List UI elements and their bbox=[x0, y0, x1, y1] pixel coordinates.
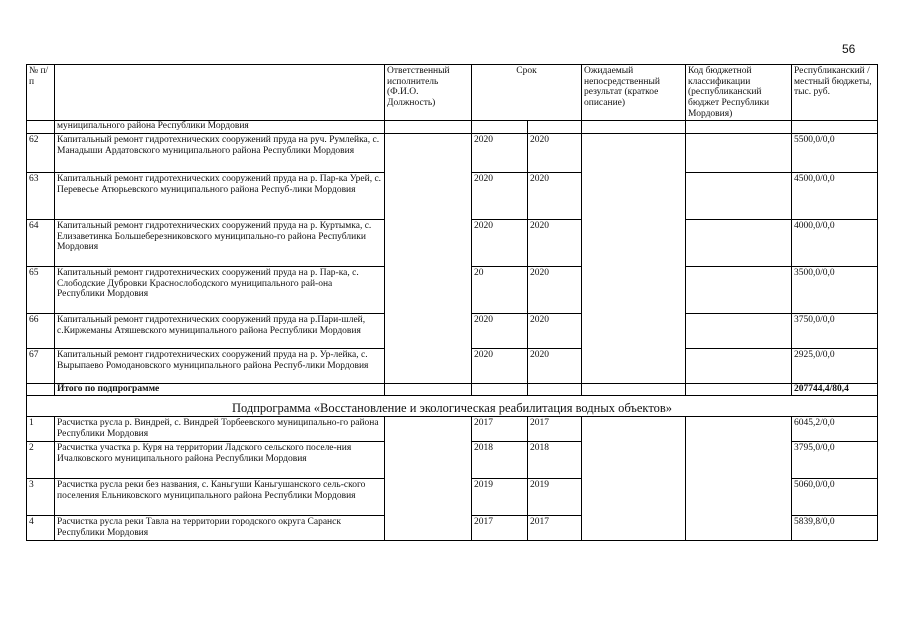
row-end: 2020 bbox=[528, 220, 582, 267]
total-amount: 207744,4/80,4 bbox=[792, 384, 878, 396]
continuation-name: муниципального района Республики Мордовия bbox=[55, 121, 385, 134]
row-amount: 5060,0/0,0 bbox=[792, 479, 878, 516]
row-start: 20 bbox=[472, 267, 528, 314]
row-start: 2020 bbox=[472, 173, 528, 220]
row-end: 2020 bbox=[528, 267, 582, 314]
row-amount: 2925,0/0,0 bbox=[792, 349, 878, 384]
subprogram-row bbox=[27, 396, 878, 417]
row-budget-code bbox=[686, 173, 792, 220]
budget-table bbox=[26, 64, 878, 541]
header-budgets: Республиканский /местный бюджеты, тыс. руб. bbox=[792, 65, 878, 121]
row-amount: 3750,0/0,0 bbox=[792, 314, 878, 349]
row-budget-code bbox=[686, 417, 792, 541]
row-start: 2018 bbox=[472, 442, 528, 479]
row-name: Расчистка русла реки Тавла на территории городского округа Саранск Республики Мордовия bbox=[55, 516, 385, 541]
row-end: 2017 bbox=[528, 417, 582, 442]
header-row bbox=[27, 65, 878, 121]
row-name: Расчистка русла реки без названия, с. Каньгуши Каньгушанского сель-ского поселения Ельниковского муниципального района Республики Мордовия bbox=[55, 479, 385, 516]
header-executor: Ответственный исполнитель (Ф.И.О. Должность) bbox=[385, 65, 472, 121]
row-amount: 6045,2/0,0 bbox=[792, 417, 878, 442]
total-label: Итого по подпрограмме bbox=[55, 384, 385, 396]
row-amount: 3795,0/0,0 bbox=[792, 442, 878, 479]
row-name: Капитальный ремонт гидротехнических сооружений пруда на р. Пар-ка, с. Слободские Дубровки Краснослободского муниципального рай-она Республики Мордовия bbox=[55, 267, 385, 314]
row-budget-code bbox=[686, 314, 792, 349]
row-amount: 5500,0/0,0 bbox=[792, 134, 878, 173]
row-start: 2020 bbox=[472, 349, 528, 384]
row-no: 65 bbox=[27, 267, 55, 314]
row-name: Расчистка русла р. Виндрей, с. Виндрей Торбеевского муниципально-го района Республики Мордовия bbox=[55, 417, 385, 442]
row-start: 2017 bbox=[472, 516, 528, 541]
row-result bbox=[582, 134, 686, 384]
row-budget-code bbox=[686, 267, 792, 314]
row-end: 2018 bbox=[528, 442, 582, 479]
row-result bbox=[582, 417, 686, 541]
header-term: Срок bbox=[472, 65, 582, 121]
header-name bbox=[55, 65, 385, 121]
row-no: 1 bbox=[27, 417, 55, 442]
table-row bbox=[27, 417, 878, 442]
row-name: Капитальный ремонт гидротехнических сооружений пруда на р. Пар-ка Урей, с. Перевесье Атюрьевского муниципального района Респуб-лики Мордовия bbox=[55, 173, 385, 220]
row-end: 2020 bbox=[528, 314, 582, 349]
row-amount: 4000,0/0,0 bbox=[792, 220, 878, 267]
header-result: Ожидаемый непосредственный результат (краткое описание) bbox=[582, 65, 686, 121]
row-start: 2019 bbox=[472, 479, 528, 516]
row-name: Капитальный ремонт гидротехнических сооружений пруда на р. Ур-лейка, с. Вырыпаево Ромодановского муниципального района Респуб-лики Мордовия bbox=[55, 349, 385, 384]
row-start: 2020 bbox=[472, 220, 528, 267]
row-no: 66 bbox=[27, 314, 55, 349]
continuation-row bbox=[27, 121, 878, 134]
page-number: 56 bbox=[842, 42, 856, 56]
total-row bbox=[27, 384, 878, 396]
row-amount: 5839,8/0,0 bbox=[792, 516, 878, 541]
row-no: 67 bbox=[27, 349, 55, 384]
row-end: 2019 bbox=[528, 479, 582, 516]
row-start: 2017 bbox=[472, 417, 528, 442]
row-budget-code bbox=[686, 349, 792, 384]
row-no: 3 bbox=[27, 479, 55, 516]
row-no: 2 bbox=[27, 442, 55, 479]
row-amount: 4500,0/0,0 bbox=[792, 173, 878, 220]
row-end: 2020 bbox=[528, 173, 582, 220]
row-end: 2020 bbox=[528, 349, 582, 384]
header-no: № п/п bbox=[27, 65, 55, 121]
row-executor bbox=[385, 417, 472, 541]
row-name: Капитальный ремонт гидротехнических сооружений пруда на р. Куртымка, с. Елизаветинка Большеберезниковского муниципально-го района Республики Мордовия bbox=[55, 220, 385, 267]
header-budget-code: Код бюджетной классификации (республиканский бюджет Республики Мордовия) bbox=[686, 65, 792, 121]
row-name: Капитальный ремонт гидротехнических сооружений пруда на руч. Румлейка, с. Манадыши Ардатовского муниципального района Республики Мордовия bbox=[55, 134, 385, 173]
row-no: 4 bbox=[27, 516, 55, 541]
row-name: Капитальный ремонт гидротехнических сооружений пруда на р.Пари-шлей, с.Киржеманы Атяшевского муниципального района Республики Мордовия bbox=[55, 314, 385, 349]
row-end: 2017 bbox=[528, 516, 582, 541]
row-start: 2020 bbox=[472, 314, 528, 349]
row-no: 64 bbox=[27, 220, 55, 267]
row-no: 62 bbox=[27, 134, 55, 173]
subprogram-title: Подпрограмма «Восстановление и экологическая реабилитация водных объектов» bbox=[27, 396, 878, 417]
row-start: 2020 bbox=[472, 134, 528, 173]
row-amount: 3500,0/0,0 bbox=[792, 267, 878, 314]
row-no: 63 bbox=[27, 173, 55, 220]
table-row bbox=[27, 134, 878, 173]
row-end: 2020 bbox=[528, 134, 582, 173]
row-budget-code bbox=[686, 220, 792, 267]
row-name: Расчистка участка р. Куря на территории Ладского сельского поселе-ния Ичалковского муниципального района Республики Мордовия bbox=[55, 442, 385, 479]
row-executor bbox=[385, 134, 472, 384]
row-budget-code bbox=[686, 134, 792, 173]
